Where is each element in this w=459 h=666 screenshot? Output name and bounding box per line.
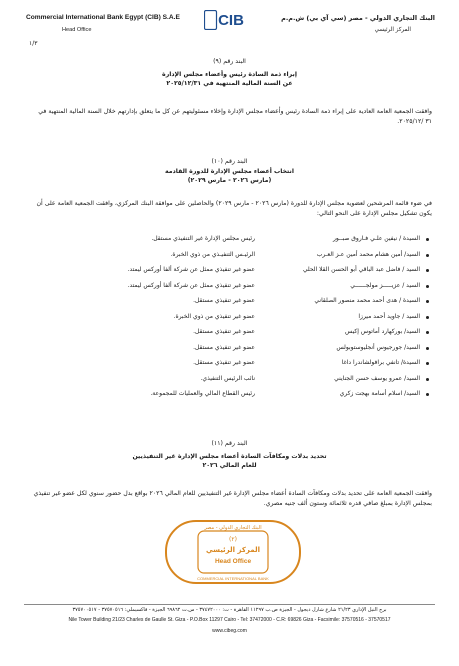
- board-member-row: [60, 328, 420, 344]
- footer-address-en: Nile Tower Building 21/23 Charles de Gaulle St. Giza - P.O.Box 11297 Cairo - Tel: 37472000 - C.R: 69826 Giza - Facsimile: 37570516 - 37570517: [68, 617, 391, 623]
- member-role: عضو غير تنفيذي ممثل عن شركة ألفا أوركس ليمتد.: [127, 266, 255, 273]
- member-role: عضو غير تنفيذي مستقل.: [193, 359, 255, 366]
- member-role: الرئيـس التنفيـذي من ذوي الخبرة.: [170, 250, 255, 258]
- bullet-icon: [426, 300, 429, 303]
- bullet-icon: [426, 362, 429, 365]
- item-10-header: [0, 157, 459, 185]
- member-name: السيد/ اسلام أسامة بهجت زكري: [339, 390, 420, 397]
- cib-logo-icon: [204, 10, 248, 30]
- member-name: السيد / فاضل عبد الباقي أبو الحسن القلا الحلي: [302, 266, 420, 273]
- board-member-row: [60, 235, 420, 251]
- bullet-icon: [426, 285, 429, 288]
- item-11-title-line1: تحديد بدلات ومكافآت السادة أعضاء مجلس الإدارة غير التنفيذيين: [132, 453, 327, 460]
- bullet-icon: [426, 316, 429, 319]
- board-member-row: [60, 251, 420, 267]
- board-member-row: [60, 359, 420, 375]
- head-office-stamp-icon: [164, 519, 302, 585]
- stamp-ring-text-en: COMMERCIAL INTERNATIONAL BANK: [197, 576, 269, 581]
- bullet-icon: [426, 269, 429, 272]
- bullet-icon: [426, 393, 429, 396]
- item-11-heading: البند رقم (١١): [211, 440, 248, 447]
- logo-text: CIB: [218, 12, 244, 29]
- office-label-ar: المركز الرئيسي: [374, 27, 411, 33]
- item-10-heading: البند رقم (١٠): [211, 158, 248, 165]
- member-role: رئيس القطاع المالي والعمليات للمجموعة.: [150, 390, 255, 397]
- member-name: السيدة / نيفين علـي فـاروق صبــور: [332, 235, 420, 242]
- member-role: عضو غير تنفيذي من ذوي الخبرة.: [173, 312, 255, 320]
- board-member-row: [60, 266, 420, 282]
- member-name: السيدة/ تانفي برافولشاندرا داغا: [341, 359, 420, 366]
- member-role: عضو غير تنفيذي مستقل.: [193, 343, 255, 351]
- footer-website: www.cibeg.com: [212, 628, 247, 634]
- item-9-header: [0, 57, 459, 88]
- member-name: السيد / جاويد أحمد ميرزا: [358, 312, 420, 320]
- bullet-icon: [426, 378, 429, 381]
- page-number: ١/٣: [29, 40, 38, 47]
- member-name: السيد/ أمين هشام محمد أمين عـز العـرب: [316, 250, 420, 258]
- member-name: السيد/ عمرو يوسف حسن الجنايني: [334, 374, 420, 382]
- board-member-row: [60, 375, 420, 391]
- item-9-heading: البند رقم (٩): [213, 58, 246, 65]
- item-11-title-line2: للعام المالي ٢٠٢٦: [202, 462, 257, 469]
- bank-name-en: Commercial International Bank Egypt (CIB) S.A.E: [26, 14, 180, 21]
- member-name: السيد/ جورجيوس أنجليوستوبولس: [336, 343, 420, 351]
- member-role: عضو غير تنفيذي مستقل.: [193, 297, 255, 304]
- member-role: عضو غير تنفيذي ممثل عن شركة ألفا أوركس ليمتد.: [127, 281, 255, 289]
- footer-divider: [24, 604, 435, 605]
- member-role: عضو غير تنفيذي مستقل.: [193, 328, 255, 335]
- bullet-icon: [426, 331, 429, 334]
- item-10-title-line2: (مارس ٢٠٢٦ - مارس ٢٠٢٩): [187, 177, 272, 184]
- stamp-center-label-ar: المركز الرئيسي: [205, 546, 261, 554]
- office-label-en: Head Office: [62, 27, 92, 33]
- bullet-icon: [426, 238, 429, 241]
- item-10-title-line1: انتخاب أعضاء مجلس الإدارة للدورة القادمة: [165, 168, 294, 175]
- bullet-icon: [426, 347, 429, 350]
- stamp-center-label-en: Head Office: [214, 558, 252, 565]
- stamp-ring-text-ar: البنك التجاري الدولي - مصر: [204, 525, 262, 531]
- board-member-row: [60, 313, 420, 329]
- member-name: السيد/ بوركهارد أماتوس إكيس: [344, 328, 420, 335]
- item-9-title-line1: إبراء ذمة السادة رئيس وأعضاء مجلس الإدارة: [162, 71, 297, 78]
- member-role: رئيس مجلس الإدارة غير التنفيذي مستقل.: [151, 235, 255, 242]
- board-member-row: [60, 390, 420, 406]
- item-9-body: وافقت الجمعية العامة العادية على إبراء ذمة السادة رئيس وأعضاء مجلس الإدارة وإخلاء مسئوليتهم عن كل ما يتعلق بإدارتهم خلال السنة المالية المنتهية في ٣١ /٢٠٢٥/١٢.: [38, 108, 432, 125]
- board-members-list: [60, 235, 420, 406]
- item-11-header: [0, 439, 459, 470]
- item-10-body: في ضوء قائمة المرشحين لعضوية مجلس الإدارة للدورة (مارس ٢٠٢٦ - مارس ٢٠٢٩) والحاصلين على موافقة البنك المركزي، وافقت الجمعية العامة على أن يكون تشكيل مجلس الإدارة على النحو التالي:: [36, 200, 432, 217]
- member-name: السيد / عزيـــــز مولجــــــي: [350, 281, 420, 289]
- member-role: نائب الرئيس التنفيذي.: [200, 374, 255, 382]
- member-name: السيدة / هدى أحمد محمد منصور الصلقاني: [314, 297, 420, 304]
- board-member-row: [60, 344, 420, 360]
- item-9-title-line2: عن السنة المالية المنتهية في ٢٠٢٥/١٢/٣١: [166, 80, 293, 87]
- bank-name-ar: البنك التجاري الدولي - مصر (سي آي بي) ش.م.م: [281, 14, 435, 22]
- item-11-body: وافقت الجمعية العامة على تحديد بدلات ومكافآت السادة أعضاء مجلس الإدارة غير التنفيذيين للعام المالي ٢٠٢٦ بواقع بدل حضور سنوي لكل عضو غير تنفيذي بمجلس الإدارة بمبلغ صافي قدره ثلاثمائة وستون ألف جنيه مصري.: [33, 490, 432, 507]
- bullet-icon: [426, 254, 429, 257]
- footer-address-ar: برج النيل الإداري ٢١/٢٣ شارع شارل ديجول - الجيزة ص.ب ١١٢٩٧ القاهرة - ت: ٣٧٤٧٢٠٠٠ - س.ت ٦٩٨٦٢ الجيزة - فاكسيملي: ٣٧٥٧٠٥١٦ - ٣٧٥٧٠٠٥١٧: [72, 607, 387, 613]
- stamp-center-number: (٢): [229, 536, 237, 543]
- board-member-row: [60, 297, 420, 313]
- board-member-row: [60, 282, 420, 298]
